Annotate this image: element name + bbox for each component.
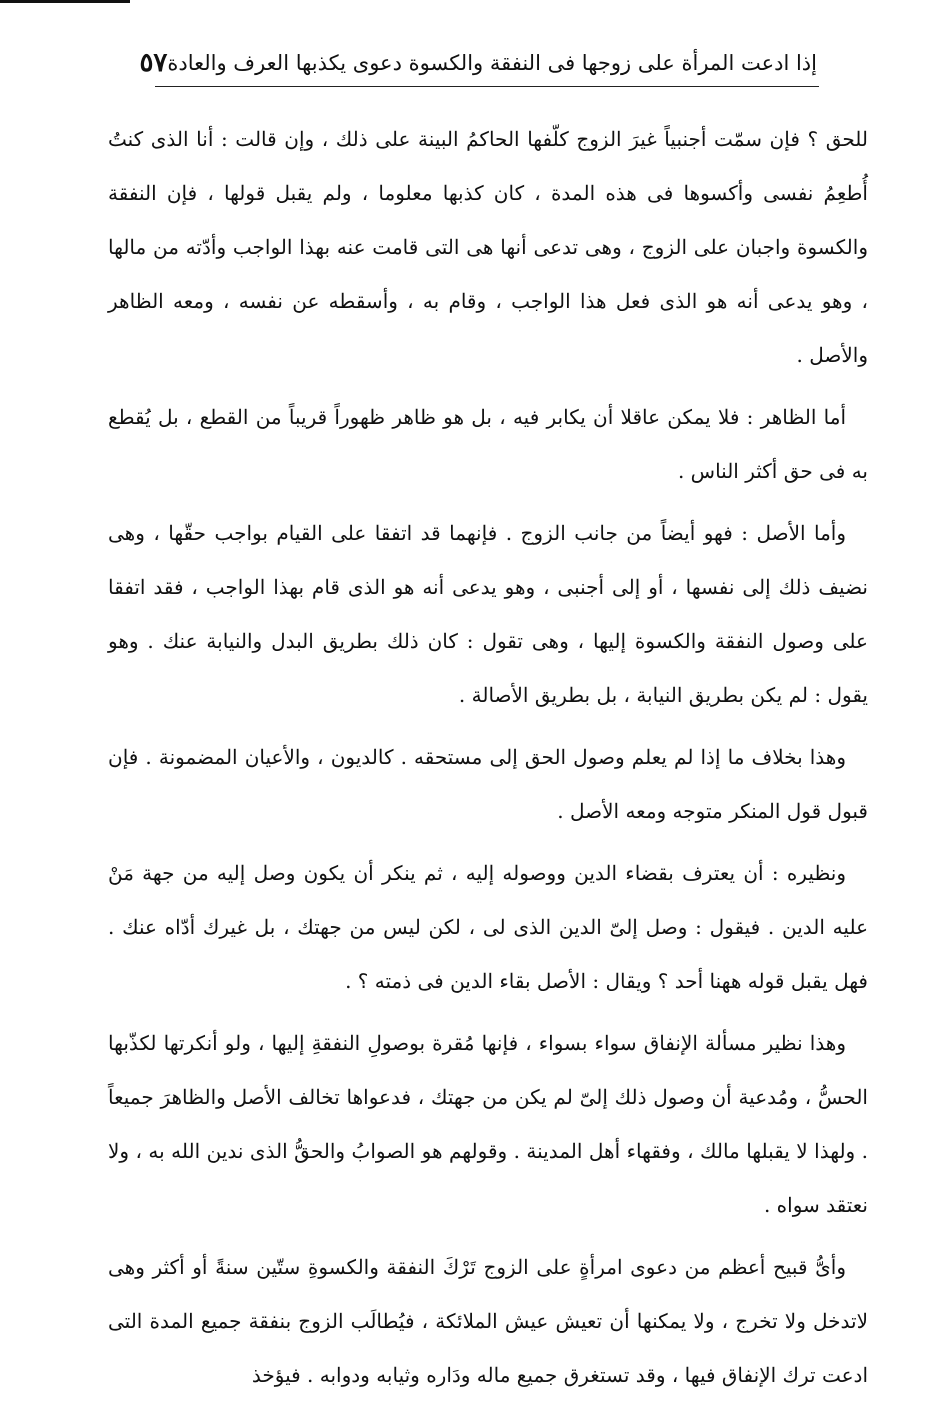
page-header xyxy=(139,40,819,87)
paragraph: ونظيره : أن يعترف بقضاء الدين ووصوله إليه ، ثم ينكر أن يكون وصل إليه من جهة مَنْ عليه الدين . فيقول : وصل إلىّ الدين الذى لى ، لكن ليس من جهتك ، بل غيرك أدّاه عنك . فهل يقبل قوله ههنا أحد ؟ ويقال : الأصل بقاء الدين فى ذمته ؟ . xyxy=(108,861,868,993)
page-body xyxy=(108,112,868,1410)
paragraph: وهذا نظير مسألة الإنفاق سواء بسواء ، فإنها مُقرة بوصولِ النفقةِ إليها ، ولو أنكرتها لكذّبها الحسُّ ، ومُدعية أن وصول ذلك إلىّ لم يكن من جهتك ، فدعواها تخالف الأصل والظاهرَ جميعاً . ولهذا لا يقبلها مالك ، وفقهاء أهل المدينة . وقولهم هو الصوابُ والحقُّ الذى ندين الله به ، ولا نعتقد سواه . xyxy=(108,1031,868,1217)
paragraph: وأىُّ قبيح أعظم من دعوى امرأةٍ على الزوج تَرْكَ النفقة والكسوةِ ستّين سنةً أو أكثر وهى لاتدخل ولا تخرج ، ولا يمكنها أن تعيش عيش الملائكة ، فيُطالَب الزوج بنفقة جميع المدة التى ادعت ترك الإنفاق فيها ، وقد تستغرق جميع ماله ودَاره وثيابه ودوابه . فيؤخذ xyxy=(108,1255,868,1387)
paragraph: أما الظاهر : فلا يمكن عاقلا أن يكابر فيه ، بل هو ظاهر ظهوراً قريباً من القطع ، بل يُقطع به فى حق أكثر الناس . xyxy=(108,405,868,483)
paragraph: للحق ؟ فإن سمّت أجنبياً غيرَ الزوج كلّفها الحاكمُ البينة على ذلك ، وإن قالت : أنا الذى كنتُ أُطعِمُ نفسى وأكسوها فى هذه المدة ، كان كذبها معلوما ، ولم يقبل قولها ، فإن النفقة والكسوة واجبان على الزوج ، وهى تدعى أنها هى التى قامت عنه بهذا الواجب وأدّته من مالها ، وهو يدعى أنه هو الذى فعل هذا الواجب ، وقام به ، وأسقطه عن نفسه ، ومعه الظاهر والأصل . xyxy=(108,127,868,367)
page-number: ٥٧ xyxy=(139,48,168,78)
paragraph: وأما الأصل : فهو أيضاً من جانب الزوج . فإنهما قد اتفقا على القيام بواجب حقّها ، وهى نضيف ذلك إلى نفسها ، أو إلى أجنبى ، وهو يدعى أنه هو الذى قام بهذا الواجب ، فقد اتفقا على وصول النفقة والكسوة إليها ، وهى تقول : كان ذلك بطريق البدل والنيابة عنك . وهو يقول : لم يكن بطريق النيابة ، بل بطريق الأصالة . xyxy=(108,521,868,707)
running-head: إذا ادعت المرأة على زوجها فى النفقة والكسوة دعوى يكذبها العرف والعادة xyxy=(167,51,817,75)
paragraph: وهذا بخلاف ما إذا لم يعلم وصول الحق إلى مستحقه . كالديون ، والأعيان المضمونة . فإن قبول قول المنكر متوجه ومعه الأصل . xyxy=(108,745,868,823)
top-edge-rule xyxy=(0,0,130,3)
